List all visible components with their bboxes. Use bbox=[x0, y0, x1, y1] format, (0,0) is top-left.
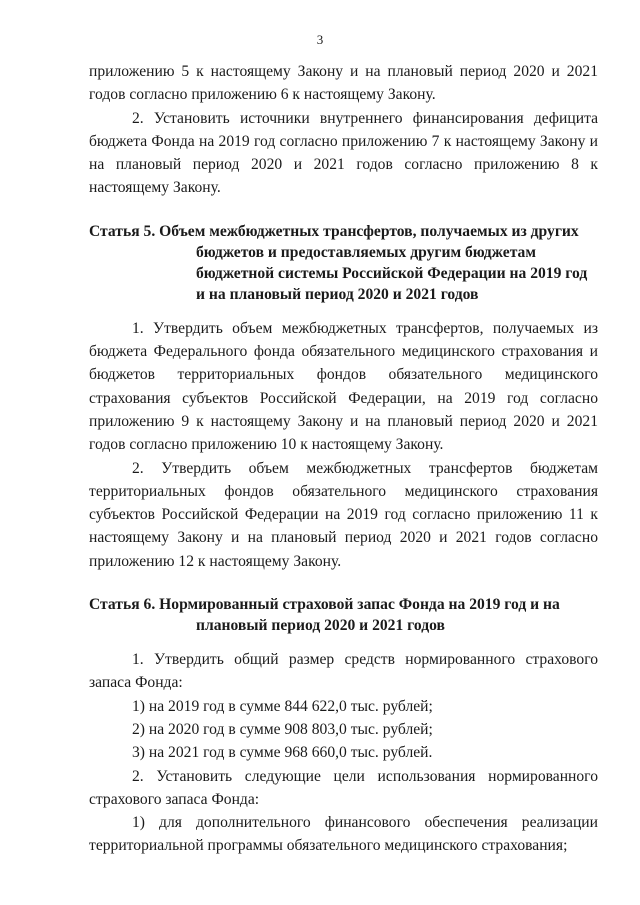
article-6-item-1: 1. Утвердить общий размер средств нормированного страхового запаса Фонда: bbox=[89, 651, 598, 692]
article-6-title: Нормированный страховой запас Фонда на 2019 год и на плановый период 2020 и 2021 годов bbox=[159, 596, 560, 635]
page-number: 3 bbox=[316, 32, 324, 47]
article-5-item-1: 1. Утвердить объем межбюджетных трансфертов, получаемых из бюджета Федерального фонда обязательного медицинского страхования и бюджетов территориальных фондов обязательного медицинского страхования субъектов Российской Федерации, на 2019 год согласно приложению 9 к настоящему Закону и на плановый период 2020 и 2021 годов согласно приложению 10 к настоящему Закону. bbox=[89, 319, 598, 454]
article-5-label: Статья 5. bbox=[89, 222, 156, 240]
article-6-sub-1: 1) на 2019 год в сумме 844 622,0 тыс. рублей; bbox=[132, 697, 433, 715]
paragraph-item-2: 2. Установить источники внутреннего финансирования дефицита бюджета Фонда на 2019 год согласно приложению 7 к настоящему Закону и на плановый период 2020 и 2021 годов согласно приложению 8 к настоящему Закону. bbox=[89, 109, 598, 197]
article-5-heading bbox=[89, 221, 598, 305]
article-5-title: Объем межбюджетных трансфертов, получаемых из других бюджетов и предоставляемых другим бюджетам бюджетной системы Российской Федерации на 2019 год и на плановый период 2020 и 2021 годов bbox=[159, 222, 588, 303]
article-5-item-2: 2. Утвердить объем межбюджетных трансфертов бюджетам территориальных фондов обязательного медицинского страхования субъектов Российской Федерации на 2019 год согласно приложению 11 к настоящему Закону и на плановый период 2020 и 2021 годов согласно приложению 12 к настоящему Закону. bbox=[89, 459, 598, 570]
paragraph-continuation: приложению 5 к настоящему Закону и на плановый период 2020 и 2021 годов согласно приложению 6 к настоящему Закону. bbox=[89, 63, 598, 104]
article-6-heading bbox=[89, 594, 598, 636]
document-body bbox=[89, 60, 598, 858]
article-6-item-2: 2. Установить следующие цели использования нормированного страхового запаса Фонда: bbox=[89, 767, 598, 808]
article-6-sub-3: 3) на 2021 год в сумме 968 660,0 тыс. рублей. bbox=[132, 744, 433, 762]
article-6-goal-1: 1) для дополнительного финансового обеспечения реализации территориальной программы обязательного медицинского страхования; bbox=[89, 814, 598, 855]
article-6-sub-2: 2) на 2020 год в сумме 908 803,0 тыс. рублей; bbox=[132, 720, 433, 738]
article-6-label: Статья 6. bbox=[89, 596, 156, 614]
